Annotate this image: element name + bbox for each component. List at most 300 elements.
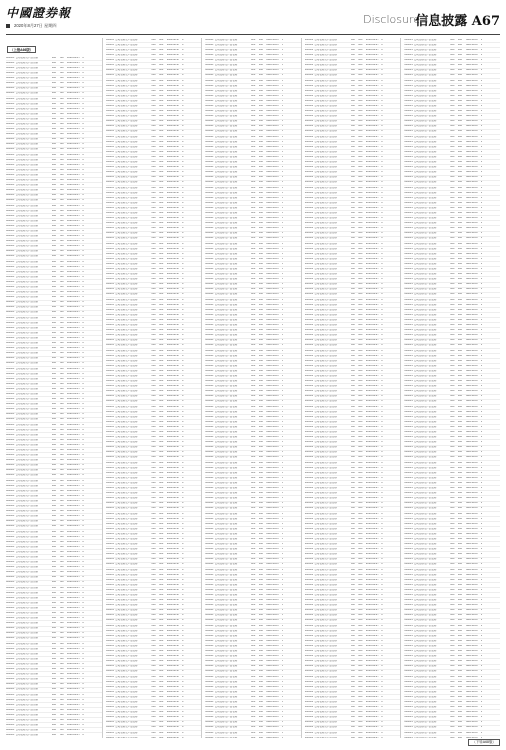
table-cell: 公司名称及产品名称	[214, 685, 238, 688]
table-cell: 000	[51, 92, 57, 95]
table-cell: 000	[251, 624, 256, 627]
table-cell: 2020-08-27	[266, 471, 280, 474]
table-cell: 0	[381, 349, 383, 352]
table-cell: 0	[82, 199, 84, 202]
table-cell: 2020-08-27	[365, 298, 379, 301]
table-cell: 000001	[304, 385, 314, 388]
table-cell: 000	[450, 166, 455, 169]
table-cell: 公司名称及产品名称	[314, 721, 337, 724]
table-cell: 000	[358, 451, 363, 454]
table-cell: 0	[82, 280, 84, 283]
table-cell: 0	[381, 59, 383, 62]
table-cell: 000	[159, 644, 164, 647]
table-cell: 000	[251, 54, 256, 57]
table-cell: 000	[151, 262, 156, 265]
table-cell: 0	[182, 436, 184, 439]
table-cell: 0	[381, 588, 383, 591]
table-cell: 000	[358, 196, 363, 199]
table-cell: 公司名称及产品名称	[214, 578, 238, 581]
table-cell: 000	[251, 553, 256, 556]
table-cell: 0	[82, 107, 84, 110]
table-cell: 000	[350, 594, 355, 597]
table-cell: 000	[251, 201, 256, 204]
table-cell: 000	[350, 79, 355, 82]
table-cell: 000	[51, 652, 57, 655]
table-cell: 000	[258, 441, 263, 444]
table-cell: 000001	[105, 161, 114, 164]
table-cell: 000	[258, 145, 263, 148]
table-cell: 2020-08-27	[266, 532, 280, 535]
table-cell: 000	[350, 74, 355, 77]
table-cell: 000001	[6, 138, 15, 141]
table-cell: 0	[82, 387, 84, 390]
table-cell: 0	[381, 400, 383, 403]
table-cell: 2020-08-27	[166, 186, 180, 189]
table-cell: 000	[251, 140, 256, 143]
table-cell: 2020-08-27	[166, 349, 180, 352]
table-cell: 公司名称及产品名称	[314, 344, 337, 347]
table-cell: 公司名称及产品名称	[214, 431, 238, 434]
table-cell: 000	[350, 349, 355, 352]
table-cell: 000	[159, 700, 164, 703]
table-cell: 000001	[304, 54, 314, 57]
table-cell: 000	[159, 369, 164, 372]
table-cell: 0	[82, 515, 84, 518]
table-cell: 公司名称及产品名称	[115, 487, 138, 490]
table-cell: 0	[281, 64, 283, 67]
table-cell: 0	[381, 690, 383, 693]
table-cell: 公司名称及产品名称	[115, 527, 138, 530]
table-cell: 000001	[404, 135, 413, 138]
table-cell: 000	[159, 655, 164, 658]
table-cell: 2020-08-27	[266, 680, 280, 683]
table-cell: 000	[350, 466, 355, 469]
table-cell: 2020-08-27	[166, 150, 180, 153]
table-cell: 000	[59, 561, 64, 564]
table-cell: 000001	[6, 291, 15, 294]
table-cell: 000001	[304, 247, 314, 250]
table-cell: 2020-08-27	[266, 369, 280, 372]
table-cell: 000001	[6, 555, 15, 558]
table-cell: 2020-08-27	[266, 110, 280, 113]
table-cell: 0	[182, 278, 184, 281]
table-cell: 公司名称及产品名称	[115, 211, 138, 214]
table-cell: 000	[358, 680, 363, 683]
table-cell: 000	[51, 199, 57, 202]
table-cell: 公司名称及产品名称	[214, 476, 238, 479]
table-cell: 000	[51, 596, 57, 599]
table-cell: 0	[182, 466, 184, 469]
table-cell: 0	[281, 721, 283, 724]
table-cell: 2020-08-27	[266, 232, 280, 235]
table-cell: 000	[251, 461, 256, 464]
table-cell: 公司名称及产品名称	[15, 688, 39, 691]
table-cell: 0	[381, 492, 383, 495]
table-cell: 2020-08-27	[365, 64, 379, 67]
table-cell: 000001	[205, 247, 214, 250]
table-cell: 公司名称及产品名称	[15, 112, 39, 115]
table-cell: 0	[281, 74, 283, 77]
table-cell: 000	[350, 532, 355, 535]
table-cell: 2020-08-27	[166, 512, 180, 515]
table-cell: 公司名称及产品名称	[115, 105, 138, 108]
table-cell: 000001	[304, 578, 314, 581]
table-cell: 000	[251, 84, 256, 87]
table-cell: 2020-08-27	[266, 99, 280, 102]
table-cell: 0	[381, 665, 383, 668]
table-cell: 000	[59, 398, 64, 401]
table-cell: 000001	[105, 380, 114, 383]
table-cell: 0	[381, 558, 383, 561]
table-cell: 000001	[304, 639, 314, 642]
table-cell: 000	[358, 115, 363, 118]
table-cell: 000	[251, 604, 256, 607]
table-cell: 000001	[105, 655, 114, 658]
table-cell: 000	[258, 532, 263, 535]
table-cell: 000	[251, 451, 256, 454]
table-cell: 000001	[304, 497, 314, 500]
table-cell: 2020-08-27	[266, 344, 280, 347]
table-cell: 公司名称及产品名称	[15, 540, 39, 543]
table-cell: 000	[358, 476, 363, 479]
table-cell: 2020-08-27	[266, 609, 280, 612]
table-cell: 000	[151, 196, 156, 199]
table-cell: 2020-08-27	[67, 219, 80, 222]
table-cell: 2020-08-27	[266, 731, 280, 734]
table-cell: 公司名称及产品名称	[314, 420, 337, 423]
table-cell: 000	[51, 362, 57, 365]
table-cell: 000	[358, 380, 363, 383]
table-cell: 2020-08-27	[465, 155, 479, 158]
table-cell: 000	[59, 235, 64, 238]
table-cell: 000	[251, 609, 256, 612]
table-cell: 公司名称及产品名称	[115, 298, 138, 301]
table-cell: 000	[159, 456, 164, 459]
table-cell: 000	[350, 155, 355, 158]
table-cell: 2020-08-27	[365, 150, 379, 153]
table-cell: 公司名称及产品名称	[214, 588, 238, 591]
table-cell: 000001	[105, 543, 114, 546]
table-cell: 2020-08-27	[266, 43, 280, 46]
table-cell: 公司名称及产品名称	[115, 461, 138, 464]
table-cell: 2020-08-27	[166, 252, 180, 255]
table-cell: 000	[457, 217, 463, 220]
table-cell: 000	[51, 245, 57, 248]
table-cell: 2020-08-27	[365, 359, 379, 362]
table-cell: 2020-08-27	[67, 428, 80, 431]
table-cell: 公司名称及产品名称	[314, 84, 337, 87]
table-cell: 000	[51, 489, 57, 492]
table-cell: 公司名称及产品名称	[115, 680, 138, 683]
table-cell: 公司名称及产品名称	[214, 380, 238, 383]
table-cell: 000001	[105, 262, 114, 265]
table-cell: 2020-08-27	[67, 321, 80, 324]
table-cell: 0	[82, 138, 84, 141]
table-cell: 2020-08-27	[365, 318, 379, 321]
table-cell: 000	[159, 344, 164, 347]
table-cell: 000001	[105, 303, 114, 306]
table-cell: 公司名称及产品名称	[115, 43, 138, 46]
table-cell: 000	[159, 84, 164, 87]
table-cell: 000	[251, 298, 256, 301]
table-cell: 0	[82, 82, 84, 85]
table-cell: 000001	[404, 115, 413, 118]
table-cell: 公司名称及产品名称	[214, 650, 238, 653]
table-cell: 公司名称及产品名称	[314, 405, 337, 408]
table-cell: 0	[82, 601, 84, 604]
table-cell: 000	[51, 306, 57, 309]
table-cell: 000001	[205, 181, 214, 184]
table-cell: 000	[251, 324, 256, 327]
table-cell: 000	[350, 721, 355, 724]
table-cell: 公司名称及产品名称	[115, 237, 138, 240]
table-cell: 000	[350, 415, 355, 418]
table-cell: 000001	[6, 668, 15, 671]
table-cell: 000	[151, 655, 156, 658]
table-cell: 2020-08-27	[67, 683, 80, 686]
table-cell: 000	[358, 334, 363, 337]
table-cell: 000	[151, 588, 156, 591]
table-cell: 000	[51, 250, 57, 253]
table-cell: 公司名称及产品名称	[314, 425, 337, 428]
table-cell: 000	[151, 390, 156, 393]
table-cell: 000001	[6, 123, 15, 126]
table-cell: 2020-08-27	[67, 479, 80, 482]
table-cell: 0	[381, 537, 383, 540]
table-cell: 0	[381, 425, 383, 428]
table-cell: 公司名称及产品名称	[115, 308, 138, 311]
table-cell: 000	[251, 354, 256, 357]
table-cell: 公司名称及产品名称	[115, 599, 138, 602]
table-cell: 0	[182, 247, 184, 250]
table-cell: 000	[358, 135, 363, 138]
table-cell: 公司名称及产品名称	[314, 115, 337, 118]
table-cell: 000001	[205, 268, 214, 271]
table-cell: 000001	[205, 217, 214, 220]
table-cell: 000	[59, 97, 64, 100]
table-cell: 公司名称及产品名称	[115, 690, 138, 693]
table-cell: 000	[151, 660, 156, 663]
table-cell: 0	[82, 708, 84, 711]
table-cell: 000	[59, 250, 64, 253]
table-cell: 公司名称及产品名称	[214, 196, 238, 199]
table-cell: 000	[51, 668, 57, 671]
table-cell: 2020-08-27	[67, 423, 80, 426]
table-cell: 0	[281, 69, 283, 72]
table-cell: 公司名称及产品名称	[15, 265, 39, 268]
table-cell: 2020-08-27	[365, 140, 379, 143]
table-cell: 公司名称及产品名称	[15, 550, 39, 553]
table-cell: 000001	[404, 196, 413, 199]
table-cell: 000	[51, 545, 57, 548]
table-cell: 000	[51, 398, 57, 401]
table-cell: 000	[258, 374, 263, 377]
table-cell: 2020-08-27	[365, 650, 379, 653]
table-cell: 公司名称及产品名称	[15, 245, 39, 248]
table-cell: 000	[258, 451, 263, 454]
table-cell: 000	[450, 186, 455, 189]
table-cell: 000	[59, 224, 64, 227]
table-cell: 0	[281, 522, 283, 525]
table-cell: 公司名称及产品名称	[214, 461, 238, 464]
table-cell: 0	[381, 695, 383, 698]
table-cell: 2020-08-27	[166, 410, 180, 413]
table-cell: 000	[350, 84, 355, 87]
table-cell: 0	[182, 568, 184, 571]
table-cell: 000001	[205, 517, 214, 520]
table-cell: 公司名称及产品名称	[15, 499, 39, 502]
table-cell: 000	[51, 316, 57, 319]
table-cell: 000001	[6, 566, 15, 569]
table-cell: 000001	[205, 425, 214, 428]
table-cell: 2020-08-27	[166, 716, 180, 719]
table-cell: 000001	[304, 298, 314, 301]
table-cell: 000	[159, 89, 164, 92]
table-cell: 2020-08-27	[166, 476, 180, 479]
table-cell: 0	[82, 61, 84, 64]
table-cell: 000001	[105, 624, 114, 627]
table-cell: 000	[251, 716, 256, 719]
table-cell: 0	[182, 79, 184, 82]
table-cell: 000	[457, 94, 463, 97]
table-cell: 0	[381, 242, 383, 245]
table-cell: 000	[159, 242, 164, 245]
table-cell: 2020-08-27	[166, 222, 180, 225]
table-cell: 000001	[205, 619, 214, 622]
table-cell: 000	[350, 578, 355, 581]
table-cell: 000	[258, 217, 263, 220]
table-cell: 000	[151, 497, 156, 500]
table-cell: 2020-08-27	[365, 441, 379, 444]
table-cell: 000	[159, 176, 164, 179]
table-cell: 0	[182, 38, 184, 41]
table-cell: 0	[381, 303, 383, 306]
table-cell: 0	[82, 296, 84, 299]
table-cell: 000	[457, 38, 463, 41]
table-cell: 公司名称及产品名称	[214, 497, 238, 500]
table-cell: 000	[51, 158, 57, 161]
table-cell: 2020-08-27	[166, 492, 180, 495]
table-cell: 000	[350, 543, 355, 546]
table-cell: 000	[258, 481, 263, 484]
table-cell: 0	[381, 527, 383, 530]
table-cell: 000	[251, 690, 256, 693]
table-cell: 2020-08-27	[67, 413, 80, 416]
table-cell: 000	[151, 38, 156, 41]
table-cell: 000	[258, 650, 263, 653]
table-cell: 000	[350, 420, 355, 423]
table-row	[106, 736, 202, 738]
table-cell: 0	[82, 724, 84, 727]
table-cell: 公司名称及产品名称	[115, 695, 138, 698]
table-cell: 000001	[6, 352, 15, 355]
table-cell: 000001	[6, 632, 15, 635]
table-cell: 000	[358, 466, 363, 469]
table-cell: 000	[258, 517, 263, 520]
table-cell: 公司名称及产品名称	[413, 186, 437, 189]
table-cell: 2020-08-27	[266, 354, 280, 357]
table-cell: 2020-08-27	[67, 229, 80, 232]
table-cell: 000	[159, 217, 164, 220]
table-cell: 0	[82, 148, 84, 151]
table-cell: 000001	[205, 410, 214, 413]
table-cell: 公司名称及产品名称	[115, 390, 138, 393]
table-cell: 2020-08-27	[166, 726, 180, 729]
table-cell: 2020-08-27	[365, 655, 379, 658]
table-cell: 公司名称及产品名称	[413, 59, 437, 62]
table-cell: 000	[51, 642, 57, 645]
table-cell: 公司名称及产品名称	[15, 387, 39, 390]
table-cell: 公司名称及产品名称	[15, 479, 39, 482]
table-cell: 公司名称及产品名称	[314, 369, 337, 372]
table-cell: 公司名称及产品名称	[115, 84, 138, 87]
table-cell: 2020-08-27	[266, 288, 280, 291]
table-cell: 2020-08-27	[365, 670, 379, 673]
table-cell: 公司名称及产品名称	[214, 161, 238, 164]
table-cell: 000001	[105, 639, 114, 642]
table-cell: 2020-08-27	[465, 186, 479, 189]
table-cell: 000001	[404, 43, 413, 46]
table-cell: 000	[350, 456, 355, 459]
table-cell: 000	[51, 357, 57, 360]
table-cell: 0	[82, 494, 84, 497]
table-cell: 0	[281, 436, 283, 439]
table-cell: 000	[151, 431, 156, 434]
table-cell: 000001	[6, 469, 15, 472]
table-cell: 公司名称及产品名称	[314, 130, 337, 133]
table-cell: 0	[281, 283, 283, 286]
table-cell: 公司名称及产品名称	[214, 150, 238, 153]
table-cell: 000001	[6, 673, 15, 676]
table-cell: 公司名称及产品名称	[15, 219, 39, 222]
table-cell: 公司名称及产品名称	[214, 166, 238, 169]
table-cell: 0	[381, 69, 383, 72]
table-cell: 000	[251, 217, 256, 220]
table-cell: 000001	[304, 695, 314, 698]
table-cell: 公司名称及产品名称	[214, 706, 238, 709]
table-cell: 2020-08-27	[365, 660, 379, 663]
table-cell: 000	[258, 420, 263, 423]
table-cell: 公司名称及产品名称	[115, 614, 138, 617]
table-cell: 0	[182, 446, 184, 449]
table-cell: 000001	[304, 395, 314, 398]
table-cell: 000	[159, 237, 164, 240]
table-cell: 000001	[105, 548, 114, 551]
table-cell: 2020-08-27	[166, 191, 180, 194]
table-cell: 000	[151, 349, 156, 352]
table-cell: 2020-08-27	[266, 497, 280, 500]
table-cell: 000	[159, 573, 164, 576]
table-cell: 000001	[304, 288, 314, 291]
table-cell: 2020-08-27	[67, 189, 80, 192]
table-cell: 0	[281, 247, 283, 250]
table-cell: 2020-08-27	[67, 505, 80, 508]
table-cell: 000001	[304, 400, 314, 403]
table-cell: 000	[251, 543, 256, 546]
table-cell: 0	[281, 374, 283, 377]
table-cell: 0	[182, 527, 184, 530]
table-cell: 000001	[304, 471, 314, 474]
table-cell: 0	[381, 43, 383, 46]
table-cell: 000001	[6, 331, 15, 334]
table-cell: 000	[258, 670, 263, 673]
table-cell: 公司名称及产品名称	[115, 303, 138, 306]
table-cell: 000001	[105, 211, 114, 214]
table-cell: 2020-08-27	[67, 387, 80, 390]
table-cell: 000001	[304, 145, 314, 148]
table-cell: 0	[381, 476, 383, 479]
table-cell: 2020-08-27	[465, 227, 479, 230]
